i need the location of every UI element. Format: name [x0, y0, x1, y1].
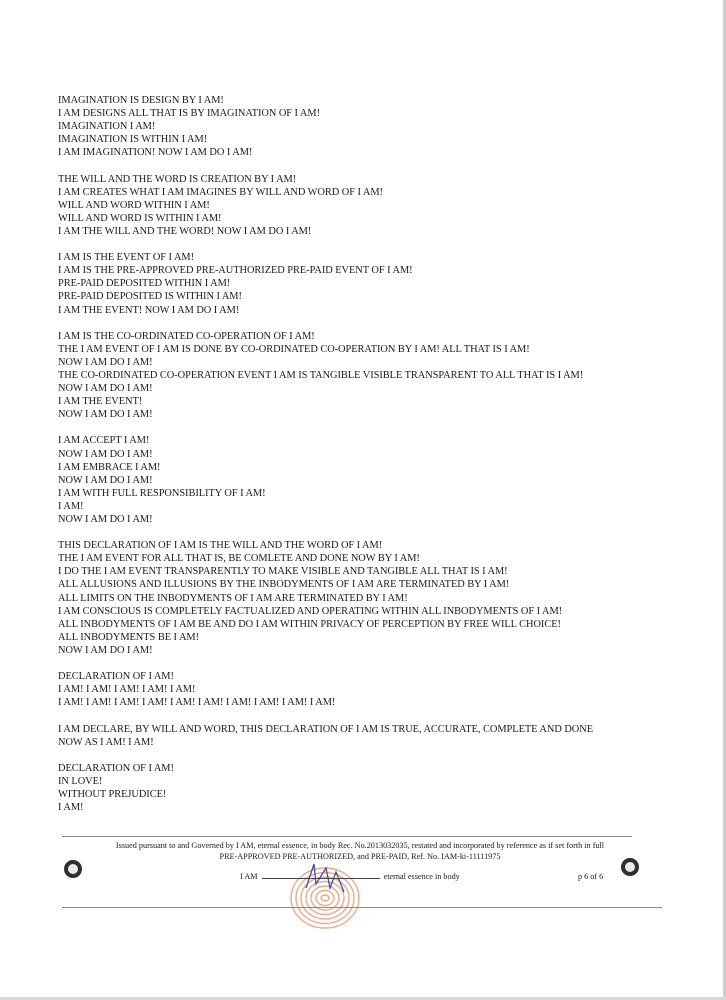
seal-left-icon [64, 860, 82, 878]
paragraph [58, 539, 678, 657]
text-line: DECLARATION OF I AM! [58, 762, 174, 774]
seal-right-icon [621, 858, 639, 876]
sign-prefix: I AM [240, 872, 258, 881]
paragraph [58, 723, 678, 749]
text-line: I DO THE I AM EVENT TRANSPARENTLY TO MAKE VISIBLE AND TANGIBLE ALL THAT IS I AM! [58, 566, 508, 578]
text-line: THE CO-ORDINATED CO-OPERATION EVENT I AM IS TANGIBLE VISIBLE TRANSPARENT TO ALL THAT IS I AM! [58, 369, 584, 381]
text-line: I AM! I AM! I AM! I AM! I AM! I AM! I AM! I AM! I AM! I AM! [58, 697, 336, 709]
text-line: I AM IS THE CO-ORDINATED CO-OPERATION OF I AM! [58, 330, 315, 342]
text-line: I AM THE EVENT! NOW I AM DO I AM! [58, 304, 240, 316]
paragraph [58, 173, 678, 238]
paragraph [58, 670, 678, 709]
text-line: PRE-PAID DEPOSITED IS WITHIN I AM! [58, 291, 242, 303]
text-line: NOW I AM DO I AM! [58, 514, 153, 525]
text-line: I AM DESIGNS ALL THAT IS BY IMAGINATION OF I AM! [58, 108, 320, 120]
sign-suffix: eternal essence in body [383, 872, 460, 881]
text-line: WILL AND WORD WITHIN I AM! [58, 199, 210, 211]
text-line: I AM! [58, 500, 84, 512]
text-line: NOW I AM DO I AM! [58, 448, 153, 460]
text-line: NOW I AM DO I AM! [58, 356, 153, 368]
text-line: I AM CONSCIOUS IS COMPLETELY FACTUALIZED AND OPERATING WITHIN ALL INBODYMENTS OF I AM! [58, 605, 563, 617]
text-line: I AM IS THE PRE-APPROVED PRE-AUTHORIZED PRE-PAID EVENT OF I AM! [58, 265, 413, 277]
text-line: NOW AS I AM! I AM! [58, 736, 154, 748]
text-line: I AM! [58, 802, 84, 814]
text-line: ALL INBODYMENTS BE I AM! [58, 631, 199, 643]
text-line: PRE-PAID DEPOSITED WITHIN I AM! [58, 278, 231, 290]
paragraph [58, 251, 678, 316]
text-line: ALL LIMITS ON THE INBODYMENTS OF I AM ARE TERMINATED BY I AM! [58, 592, 408, 604]
text-line: DECLARATION OF I AM! [58, 671, 174, 683]
text-line: IMAGINATION I AM! [58, 121, 156, 133]
declaration-body [58, 94, 678, 827]
text-line: NOW I AM DO I AM! [58, 474, 153, 486]
text-line: I AM EMBRACE I AM! [58, 461, 161, 473]
footer-issued-text [80, 840, 640, 862]
footer-issued-line-2: PRE-APPROVED PRE-AUTHORIZED, and PRE-PAID, Ref. No. IAM-ki-11111975 [219, 852, 501, 861]
text-line: I AM! I AM! I AM! I AM! I AM! [58, 684, 196, 696]
text-line: ALL ALLUSIONS AND ILLUSIONS BY THE INBODYMENTS OF I AM ARE TERMINATED BY I AM! [58, 579, 510, 591]
footer-rule-top [62, 836, 632, 837]
page-number: p 6 of 6 [578, 872, 604, 881]
text-line: NOW I AM DO I AM! [58, 383, 153, 395]
text-line: THE I AM EVENT FOR ALL THAT IS, BE COMLETE AND DONE NOW BY I AM! [58, 553, 420, 565]
text-line: THE I AM EVENT OF I AM IS DONE BY CO-ORDINATED CO-OPERATION BY I AM! ALL THAT IS I AM! [58, 343, 530, 355]
text-line: NOW I AM DO I AM! [58, 644, 153, 656]
text-line: I AM CREATES WHAT I AM IMAGINES BY WILL AND WORD OF I AM! [58, 186, 383, 198]
footer-rule-bottom [62, 907, 662, 908]
text-line: I AM THE WILL AND THE WORD! NOW I AM DO I AM! [58, 225, 312, 237]
footer-issued-line-1: Issued pursuant to and Governed by I AM, eternal essence, in body Rec. No.2013032035, restated and incorporated by reference as if set forth in full [115, 841, 605, 850]
paragraph [58, 434, 678, 526]
text-line: IN LOVE! [58, 775, 103, 787]
text-line: I AM DECLARE, BY WILL AND WORD, THIS DECLARATION OF I AM IS TRUE, ACCURATE, COMPLETE AND DONE [58, 723, 593, 735]
text-line: NOW I AM DO I AM! [58, 409, 153, 421]
text-line: ALL INBODYMENTS OF I AM BE AND DO I AM WITHIN PRIVACY OF PERCEPTION BY FREE WILL CHOICE! [58, 618, 561, 630]
paragraph [58, 330, 678, 422]
text-line: I AM WITH FULL RESPONSIBILITY OF I AM! [58, 487, 266, 499]
text-line: IMAGINATION IS DESIGN BY I AM! [58, 95, 224, 106]
text-line: IMAGINATION IS WITHIN I AM! [58, 134, 208, 146]
text-line: THIS DECLARATION OF I AM IS THE WILL AND THE WORD OF I AM! [58, 540, 383, 552]
footer-signature-line [240, 872, 480, 882]
signature-blank [262, 878, 380, 879]
text-line: I AM ACCEPT I AM! [58, 435, 150, 447]
text-line: WITHOUT PREJUDICE! [58, 788, 167, 800]
text-line: I AM IMAGINATION! NOW I AM DO I AM! [58, 147, 253, 159]
paragraph [58, 762, 678, 814]
text-line: I AM IS THE EVENT OF I AM! [58, 252, 194, 264]
text-line: I AM THE EVENT! [58, 396, 143, 408]
text-line: THE WILL AND THE WORD IS CREATION BY I AM! [58, 173, 297, 185]
text-line: WILL AND WORD IS WITHIN I AM! [58, 212, 222, 224]
paragraph [58, 94, 678, 159]
